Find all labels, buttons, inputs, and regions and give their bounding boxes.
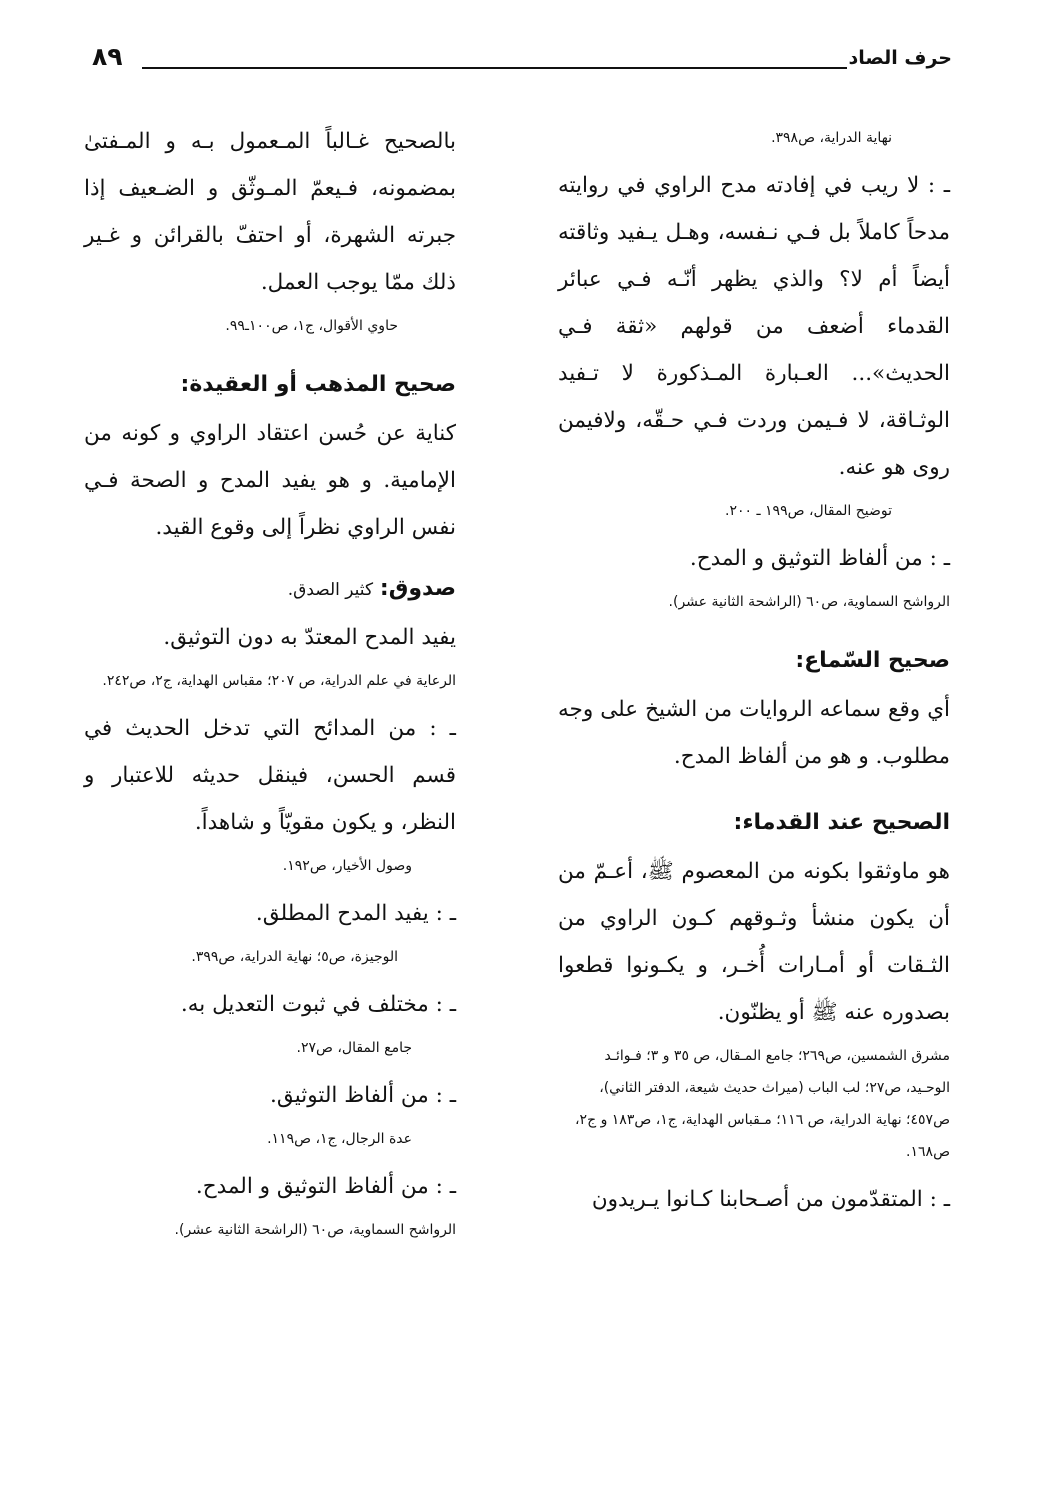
citation: عدة الرجال، ج١، ص١١٩. <box>267 1131 412 1147</box>
section-heading: الصحيح عند القدماء: <box>733 810 950 835</box>
page-number: ٨٩ <box>92 42 123 71</box>
entry-text: ـ : من المدائح التي تدخل الحديث في قسم الحسن، فينقل حديثه للاعتبار و النظر، و يكون مقويّاً و شاهداً. <box>84 716 456 835</box>
term-line <box>84 565 456 614</box>
entry-text: ـ : من ألفاظ التوثيق و المدح. <box>689 546 950 571</box>
citation: جامع المقال، ص٢٧. <box>296 1040 412 1056</box>
citation: الرواشح السماوية، ص٦٠ (الراشحة الثانية عشر). <box>174 1222 456 1238</box>
citation: حاوي الأقوال، ج١، ص١٠٠ـ٩٩. <box>225 318 398 334</box>
definition-text: يفيد المدح المعتدّ به دون التوثيق. <box>163 625 456 650</box>
citation: الرواشح السماوية، ص٦٠ (الراشحة الثانية عشر). <box>668 594 950 610</box>
running-title: حرف الصاد <box>848 47 952 69</box>
citation: توضيح المقال، ص١٩٩ ـ ٢٠٠. <box>725 503 892 519</box>
entry-text: ـ : المتقدّمون من أصـحابنا كـانوا يـريدون <box>591 1187 950 1212</box>
citation: الرعاية في علم الدراية، ص ٢٠٧؛ مقباس الهداية، ج٢، ص٢٤٢. <box>102 673 456 689</box>
term-heading: صدوق: <box>379 576 456 601</box>
citation: وصول الأخيار، ص١٩٢. <box>282 858 412 874</box>
entry-text: ـ : لا ريب في إفادته مدح الراوي في روايته مدحاً كاملاً بل فـي نـفسه، وهـل يـفيد وثاقته أيضاً أم لا؟ والذي يظهر أنّـه فـي عبائر القدماء أضعف من قولهم «ثقة فـي الحديث»... العـبارة المـذكورة لا تـفيد الوثـاقة، لا فـيمن وردت فـي حـقّه، ولافيمن روى هو عنه. <box>558 173 950 480</box>
citation: مشرق الشمسين، ص٢٦٩؛ جامع المـقال، ص ٣٥ و ٣؛ فـوائـد الوحـيد، ص٢٧؛ لب الباب (ميراث حديث شيعة، الدفتر الثاني)، ص٤٥٧؛ نهاية الدراية، ص ١١٦؛ مـقباس الهداية، ج١، ص١٨٣ و ج٢، ص١٦٨. <box>575 1048 950 1160</box>
section-heading: صحيح السّماع: <box>795 648 950 673</box>
section-heading: صحيح المذهب أو العقيدة: <box>180 372 456 397</box>
left-column <box>84 118 456 1254</box>
definition-text: كناية عن حُسن اعتقاد الراوي و كونه من الإمامية. و هو يفيد المدح و الصحة فـي نفس الراوي نظراً إلى وقوع القيد. <box>84 421 456 540</box>
entry-text: ـ : مختلف في ثبوت التعديل به. <box>180 992 456 1017</box>
term-gloss: كثير الصدق. <box>287 580 374 600</box>
citation: الوجيزة، ص٥؛ نهاية الدراية، ص٣٩٩. <box>191 949 398 965</box>
page-header <box>92 42 952 78</box>
continued-text: بالصحيح غـالباً المـعمول بـه و المـفتىٰ بمضمونه، فـيعمّ المـوثّق و الضـعيف إذا جبرته الشهرة، أو احتفّ بالقرائن و غـير ذلك ممّا يوجب العمل. <box>84 129 456 295</box>
entry-text: ـ : من ألفاظ التوثيق و المدح. <box>195 1174 456 1199</box>
definition-text: هو ماوثقوا بكونه من المعصوم ﷺ، أعـمّ من أن يكون منشأ وثـوقهم كـون الراوي من الثـقات أو أمـارات أُخـر، و يكـونوا قطعوا بصدوره عنه ﷺ أو يظنّون. <box>558 859 950 1025</box>
definition-text: أي وقع سماعه الروايات من الشيخ على وجه مطلوب. و هو من ألفاظ المدح. <box>558 697 950 769</box>
header-rule <box>142 67 847 69</box>
entry-text: ـ : يفيد المدح المطلق. <box>255 901 456 926</box>
entry-text: ـ : من ألفاظ التوثيق. <box>270 1083 456 1108</box>
right-column <box>558 118 950 1223</box>
citation: نهاية الدراية، ص٣٩٨. <box>771 130 892 146</box>
